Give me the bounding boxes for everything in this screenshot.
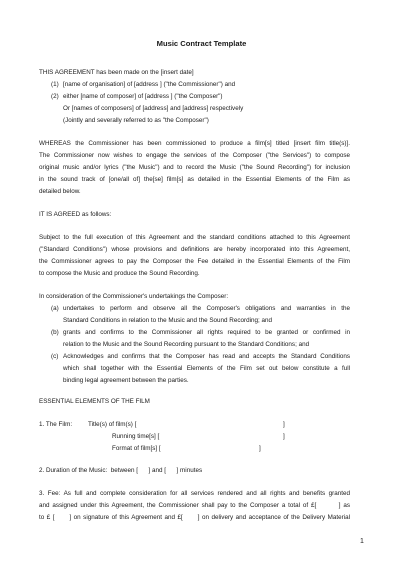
- fee-line: 3. Fee: As full and complete consideration for all services rendered and all rights and benefits granted: [39, 490, 350, 497]
- subject-line: Subject to the full execution of this Agreement and the standard conditions attached to this Agreement: [39, 234, 350, 241]
- document-title: Music Contract Template: [156, 39, 247, 48]
- film-label: 1. The Film:: [39, 421, 73, 428]
- whereas-line: WHEREAS the Commissioner has been commissioned to produce a film[s] titled [insert film title(s)].: [39, 140, 350, 147]
- party-1-number: (1): [51, 81, 59, 88]
- undertaking-b-number: (b): [51, 329, 59, 336]
- party-2-alternative: Or [names of composers] of [address] and [address] respectively: [63, 105, 244, 112]
- undertaking-c-number: (c): [51, 353, 59, 360]
- whereas-line: The Commissioner now wishes to engage the services of the Composer ("the Services") to compose: [39, 152, 350, 159]
- essential-elements-heading: ESSENTIAL ELEMENTS OF THE FILM: [39, 398, 150, 405]
- undertaking-c-line: which shall together with the Essential Elements of the Film set out below constitute a full: [63, 365, 350, 372]
- agreement-date-line: THIS AGREEMENT has been made on the [insert date]: [39, 69, 194, 76]
- whereas-line: in the sound track of [one/all of] the[se] film[s] as detailed in the Essential Elements of the Film as: [39, 176, 350, 183]
- consideration-line: In consideration of the Commissioner's undertakings the Composer:: [39, 293, 229, 300]
- party-2-text: either [name of composer] of [address ] ("the Composer"): [63, 93, 223, 100]
- fee-line: to £ [ ] on signature of this Agreement and £[ ] on delivery and acceptance of the Delivery Material: [39, 514, 350, 521]
- undertaking-b-line: relation to the Music and the Sound Recording pursuant to the Standard Conditions; and: [63, 341, 310, 348]
- film-format-close: ]: [259, 445, 261, 452]
- undertaking-c-line: binding legal agreement between the parties.: [63, 377, 189, 384]
- whereas-line: detailed below.: [39, 188, 81, 195]
- film-titles-field: Title(s) of film(s) [: [88, 421, 137, 428]
- party-2-jointly: (Jointly and severally referred to as "the Composer"): [63, 117, 209, 124]
- film-format-field: Format of film[s] [: [112, 445, 161, 452]
- subject-line: the Commissioner agrees to pay the Composer the Fee detailed in the Essential Elements of the Film: [39, 258, 350, 265]
- party-1-text: [name of organisation] of [address ] ("the Commissioner") and: [63, 81, 236, 88]
- undertaking-a-line: undertakes to perform and observe all the Composer's obligations and warranties in the: [63, 305, 350, 312]
- music-duration-line: 2. Duration of the Music: between [ ] and [ ] minutes: [39, 467, 203, 474]
- film-running-time-field: Running time[s] [: [112, 433, 160, 440]
- subject-line: ("Standard Conditions") whose provisions and definitions are hereby incorporated into this Agreement,: [39, 246, 350, 253]
- undertaking-b-line: grants and confirms to the Commissioner all rights required to be granted or confirmed in: [63, 329, 350, 336]
- subject-line: to compose the Music and produce the Sound Recording.: [39, 270, 200, 277]
- fee-line: and assigned under this Agreement, the Commissioner shall pay to the Composer a total of £[ ] as: [39, 502, 350, 509]
- undertaking-a-number: (a): [51, 305, 59, 312]
- film-titles-close: ]: [283, 421, 285, 428]
- undertaking-a-line: Standard Conditions in relation to the Music and the Sound Recording; and: [63, 317, 272, 324]
- agreed-heading: IT IS AGREED as follows:: [39, 211, 112, 218]
- film-running-time-close: ]: [283, 433, 285, 440]
- whereas-line: original music and/or lyrics ("the Music") and to record the Music ("the Sound Recording") for inclusion: [39, 164, 350, 171]
- page-number: 1: [360, 538, 364, 545]
- party-2-number: (2): [51, 93, 59, 100]
- undertaking-c-line: Acknowledges and confirms that the Composer has read and accepts the Standard Conditions: [63, 353, 350, 360]
